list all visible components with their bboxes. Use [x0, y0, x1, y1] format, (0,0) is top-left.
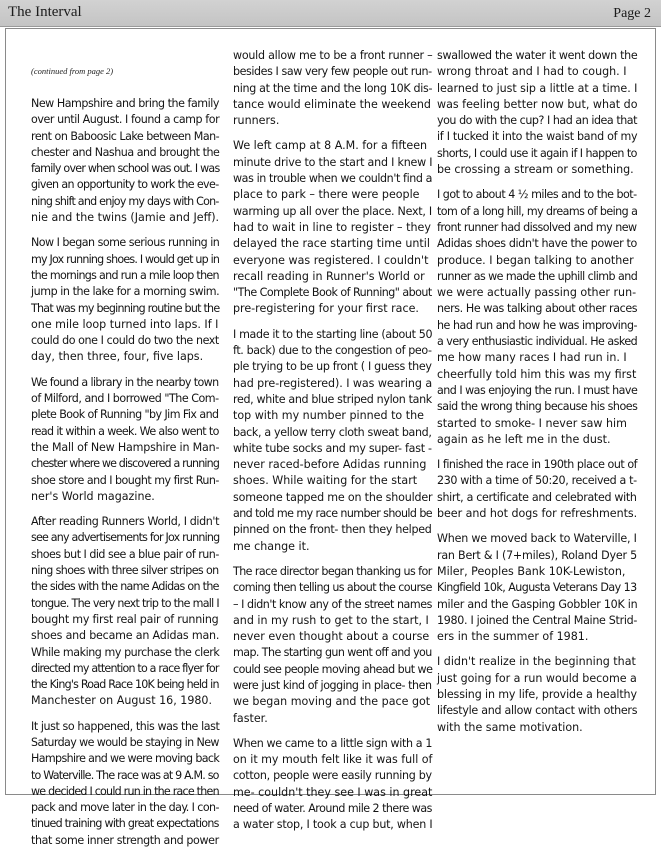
paragraph-line: 1980. I joined the Central Maine Strid-	[437, 613, 638, 627]
newsletter-title: The Interval	[8, 4, 82, 20]
paragraph-line: were just kind of jogging in place- then	[233, 678, 432, 692]
paragraph-line: After reading Runners World, I didn't	[31, 515, 220, 529]
paragraph-line: with the same motivation.	[437, 720, 583, 734]
paragraph-line: nie and the twins (Jamie and Jeff).	[31, 211, 220, 225]
paragraph-line: ft. back) due to the congestion of peo-	[233, 344, 432, 358]
paragraph-line: back, a yellow terry cloth sweat band,	[233, 425, 432, 439]
paragraph-line: if I tucked it into the waist band of my	[437, 130, 638, 144]
paragraph-line: Manchester on August 16, 1980.	[31, 694, 213, 708]
paragraph-line: directed my attention to a race flyer for	[31, 661, 219, 675]
paragraph-line: cheerfully told him this was my first	[437, 367, 637, 381]
paragraph-line: a water stop, I took a cup but, when I	[233, 818, 433, 832]
paragraph-line: I didn't realize in the beginning that	[437, 655, 636, 669]
paragraph-line: pack and move later in the day. I con-	[31, 801, 219, 815]
paragraph-line: we began moving and the pace got	[233, 695, 431, 709]
paragraph-line: me change it.	[233, 539, 310, 553]
paragraph-line: When we came to a little sign with a 1	[233, 736, 433, 750]
paragraph-line: We found a library in the nearby town	[31, 375, 219, 389]
paragraph-line: given an opportunity to work the eve-	[31, 178, 219, 192]
paragraph-line: ners. He was talking about other races	[437, 302, 638, 316]
paragraph-line: a very enthusiastic individual. He asked	[437, 335, 638, 349]
header-bar	[0, 0, 661, 27]
paragraph-line: Hampshire and we were moving back	[31, 752, 220, 766]
paragraph-line: ning shift and enjoy my days with Con-	[31, 194, 219, 208]
paragraph-line: white tube socks and my super- fast -	[233, 441, 432, 455]
paragraph-line: on it my mouth felt like it was full of	[233, 753, 433, 767]
paragraph-line: had to wait in line to register – they	[233, 220, 431, 234]
article-paragraph	[437, 531, 637, 645]
paragraph-line: front runner had dissolved and my new	[437, 220, 637, 234]
paragraph-line: chester where we discovered a running	[31, 457, 220, 471]
paragraph-line: top with my number pinned to the	[233, 409, 424, 423]
paragraph-line: cotton, people were easily running by	[233, 769, 432, 783]
paragraph-line: wrong throat and I had to cough. I	[437, 65, 627, 79]
paragraph-line: Saturday we would be staying in New	[31, 735, 219, 749]
paragraph-line: me- couldn't they see I was in great	[233, 785, 433, 799]
paragraph-line: shoes and became an Adidas man.	[31, 629, 220, 643]
paragraph-line: said the wrong thing because his shoes	[437, 400, 638, 414]
paragraph-line: beer and hot dogs for refreshments.	[437, 507, 638, 521]
paragraph-line: miler and the Gasping Gobbler 10K in	[437, 597, 638, 611]
paragraph-line: tinued training with great expectations	[31, 817, 219, 831]
paragraph-line: I got to about 4 ½ miles and to the bot-	[437, 188, 637, 202]
paragraph-line: shoes but I did see a blue pair of run-	[31, 547, 219, 561]
page-number: Page 2	[613, 6, 651, 21]
paragraph-line: minute drive to the start and I knew I	[233, 155, 433, 169]
paragraph-line: bought my first real pair of running	[31, 612, 219, 626]
paragraph-line: place to park – there were people	[233, 188, 420, 202]
paragraph-line: blessing in my life, provide a healthy	[437, 687, 637, 701]
column-1	[31, 48, 219, 858]
paragraph-line: had pre-registered). I was wearing a	[233, 376, 433, 390]
paragraph-line: everyone was registered. I couldn't	[233, 253, 429, 267]
paragraph-line: plete Book of Running "by Jim Fix and	[31, 408, 219, 422]
paragraph-line: started to smoke- I never saw him	[437, 416, 627, 430]
paragraph-line: map. The starting gun went off and you	[233, 646, 432, 660]
paragraph-line: It just so happened, this was the last	[31, 719, 220, 733]
article-paragraph	[31, 375, 219, 505]
paragraph-line: he had run and how he was improving-	[437, 318, 638, 332]
paragraph-line: learned to just sip a little at a time. I	[437, 81, 638, 95]
paragraph-line: ers in the summer of 1981.	[437, 630, 589, 644]
paragraph-line: never raced-before Adidas running	[233, 458, 427, 472]
article-paragraph	[233, 138, 432, 317]
paragraph-line: and I was enjoying the run. I must have	[437, 383, 638, 397]
paragraph-line: delayed the race starting time until	[233, 237, 430, 251]
paragraph-line: We left camp at 8 A.M. for a fifteen	[233, 139, 428, 153]
paragraph-line: shoe store and I bought my first Run-	[31, 473, 219, 487]
paragraph-line: pinned on the front- then they helped	[233, 523, 432, 537]
paragraph-line: recall reading in Runner's World or	[233, 269, 425, 283]
paragraph-line: could see people moving ahead but we	[233, 662, 433, 676]
article-paragraph	[233, 48, 432, 129]
paragraph-line: chester and Nashua and brought the	[31, 145, 220, 159]
paragraph-line: "The Complete Book of Running" about	[233, 286, 432, 300]
paragraph-line: lifestyle and allow contact with others	[437, 704, 638, 718]
article-paragraph	[233, 736, 432, 834]
paragraph-line: ran Bert & I (7+miles), Roland Dyer 5	[437, 548, 637, 562]
paragraph-line: to Waterville. The race was at 9 A.M. so	[31, 768, 219, 782]
paragraph-line: runners.	[233, 114, 280, 128]
continued-note: (continued from page 2)	[31, 66, 114, 76]
paragraph-line: The race director began thanking us for	[233, 564, 432, 578]
paragraph-line: see any advertisements for Jox running	[31, 531, 220, 545]
paragraph-line: would allow me to be a front runner –	[233, 49, 433, 62]
paragraph-line: just going for a run would become a	[437, 671, 637, 685]
paragraph-line: family over when school was out. I was	[31, 162, 220, 176]
article-paragraph	[31, 235, 219, 365]
paragraph-line: I finished the race in 190th place out of	[437, 458, 638, 472]
paragraph-line: tom of a long hill, my dreams of being a	[437, 204, 638, 218]
paragraph-line: was feeling better now but, what do	[437, 97, 638, 111]
paragraph-line: the King's Road Race 10K being held in	[31, 678, 219, 692]
paragraph-line: shirt, a certificate and celebrated with	[437, 490, 637, 504]
paragraph-line: produce. I began talking to another	[437, 253, 634, 267]
paragraph-line: Miler, Peoples Bank 10K-Lewiston,	[437, 564, 626, 578]
paragraph-line: and in my rush to get to the start, I	[233, 613, 429, 627]
paragraph-line: red, white and blue striped nylon tank	[233, 392, 432, 406]
paragraph-line: coming then telling us about the course	[233, 581, 432, 595]
column-2	[233, 48, 432, 843]
article-paragraph	[437, 654, 637, 735]
paragraph-line: ning at the time and the long 10K dis-	[233, 81, 433, 95]
article-paragraph	[437, 187, 637, 448]
paragraph-line: me how many races I had run in. I	[437, 351, 627, 365]
paragraph-line: was in trouble when we couldn't find a	[233, 172, 433, 186]
article-paragraph	[31, 514, 219, 710]
paragraph-line: shoes. While waiting for the start	[233, 474, 418, 488]
paragraph-line: be crossing a stream or something.	[437, 163, 634, 177]
paragraph-line: tance would eliminate the weekend	[233, 97, 431, 111]
paragraph-line: you do with the cup? I had an idea that	[437, 114, 638, 128]
paragraph-line: When we moved back to Waterville, I	[437, 532, 637, 546]
article-paragraph	[437, 48, 637, 178]
paragraph-line: of Milford, and I borrowed "The Com-	[31, 392, 219, 406]
article-paragraph	[437, 457, 637, 522]
paragraph-line: ple trying to be up front ( I guess they	[233, 360, 432, 374]
paragraph-line: over until August. I found a camp for	[31, 113, 220, 127]
paragraph-line: ner's World magazine.	[31, 489, 155, 503]
paragraph-line: the sides with the name Adidas on the	[31, 580, 219, 594]
paragraph-line: rent on Baboosic Lake between Man-	[31, 129, 220, 143]
paragraph-line: tongue. The very next trip to the mall I	[31, 596, 219, 610]
article-paragraph	[233, 564, 432, 727]
paragraph-line: someone tapped me on the shoulder	[233, 490, 433, 504]
paragraph-line: could do one I could do two the next	[31, 334, 219, 348]
paragraph-line: read it within a week. We also went to	[31, 424, 219, 438]
paragraph-line: the mornings and run a mile loop then	[31, 268, 219, 282]
paragraph-line: my Jox running shoes. I would get up in	[31, 252, 220, 266]
column-3	[437, 48, 637, 745]
paragraph-line: we decided I could run in the race then	[31, 784, 219, 798]
paragraph-line: day, then three, four, five laps.	[31, 350, 204, 364]
paragraph-line: Adidas shoes didn't have the power to	[437, 237, 637, 251]
paragraph-line: 230 with a time of 50:20, received a t-	[437, 474, 637, 488]
paragraph-line: That was my beginning routine but the	[31, 301, 220, 315]
paragraph-line: faster.	[233, 711, 268, 725]
paragraph-line: one mile loop turned into laps. If I	[31, 317, 219, 331]
article-paragraph	[31, 719, 219, 849]
paragraph-line: besides I saw very few people out run-	[233, 65, 432, 79]
paragraph-line: While making my purchase the clerk	[31, 645, 220, 659]
paragraph-line: need of water. Around mile 2 there was	[233, 802, 432, 816]
paragraph-line: runner as we made the uphill climb and	[437, 269, 638, 283]
paragraph-line: pre-registering for your first race.	[233, 302, 419, 316]
article-paragraph	[233, 327, 432, 555]
article-paragraph	[31, 96, 219, 226]
paragraph-line: Now I began some serious running in	[31, 236, 220, 250]
paragraph-line: swallowed the water it went down the	[437, 49, 638, 62]
paragraph-line: New Hampshire and bring the family	[31, 97, 219, 110]
paragraph-line: we were actually passing other run-	[437, 286, 637, 300]
paragraph-line: – I didn't know any of the street names	[233, 597, 432, 611]
paragraph-line: jump in the lake for a morning swim.	[31, 285, 220, 299]
paragraph-line: ning shoes with three silver stripes on	[31, 564, 219, 578]
paragraph-line: the Mall of New Hampshire in Man-	[31, 440, 220, 454]
paragraph-line: shorts, I could use it again if I happen to	[437, 146, 637, 160]
paragraph-line: I made it to the starting line (about 50	[233, 327, 433, 341]
paragraph-line: and told me my race number should be	[233, 507, 433, 521]
paragraph-line: again as he left me in the dust.	[437, 432, 611, 446]
paragraph-line: that some inner strength and power	[31, 833, 219, 847]
paragraph-line: never even thought about a course	[233, 630, 430, 644]
paragraph-line: Kingfield 10k, Augusta Veterans Day 13	[437, 581, 637, 595]
paragraph-line: warming up all over the place. Next, I	[233, 204, 432, 218]
